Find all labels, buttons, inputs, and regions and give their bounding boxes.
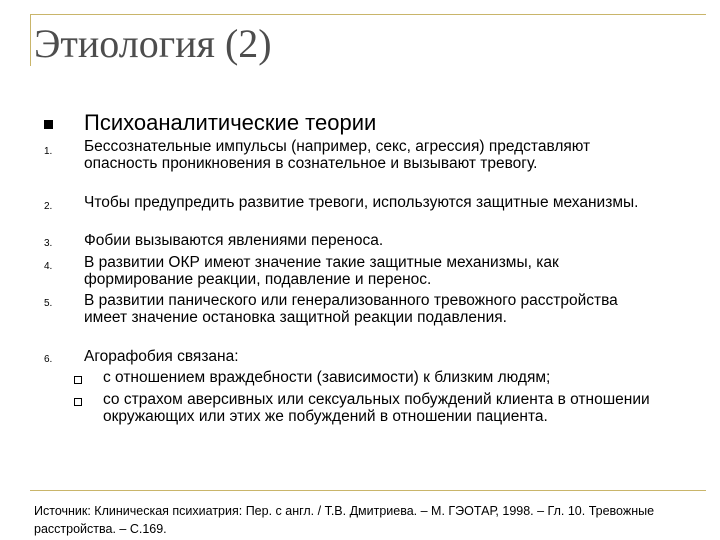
source-citation: Источник: Клиническая психиатрия: Пер. с англ. / Т.В. Дмитриева. – М. ГЭОТАР, 1998. – Гл. 10. Тревожные расстройства. – С.169. [34, 504, 655, 536]
item-number-1: 1. [44, 146, 53, 157]
item-number-4: 4. [44, 261, 53, 272]
list-item-2: Чтобы предупредить развитие тревоги, используются защитные механизмы. [84, 194, 639, 211]
list-item-1: Бессознательные импульсы (например, секс, агрессия) представляют опасность проникновения в сознательное и вызывают тревогу. [84, 138, 591, 172]
section-heading: Психоаналитические теории [84, 110, 377, 135]
list-item-3: Фобии вызываются явлениями переноса. [84, 232, 384, 249]
title-border-top [30, 14, 706, 15]
list-item-4: В развитии ОКР имеют значение такие защитные механизмы, как формирование реакции, подавление и перенос. [84, 254, 559, 288]
hollow-square-bullet-icon [74, 376, 82, 384]
footer-divider [30, 490, 706, 491]
item-number-3: 3. [44, 238, 53, 249]
sub-item-2: со страхом аверсивных или сексуальных побуждений клиента в отношении окружающих или этих же побуждений в отношении пациента. [103, 391, 650, 425]
title-border-left [30, 14, 31, 66]
item-number-5: 5. [44, 298, 53, 309]
list-item-5: В развитии панического или генерализованного тревожного расстройства имеет значение остановка защитной реакции подавления. [84, 292, 618, 326]
item-number-2: 2. [44, 201, 53, 212]
square-bullet-icon [44, 120, 53, 129]
item-number-6: 6. [44, 354, 53, 365]
list-item-6: Агорафобия связана: [84, 348, 239, 365]
hollow-square-bullet-icon [74, 398, 82, 406]
sub-item-1: с отношением враждебности (зависимости) к близким людям; [103, 369, 551, 386]
slide-title: Этиология (2) [34, 21, 272, 66]
